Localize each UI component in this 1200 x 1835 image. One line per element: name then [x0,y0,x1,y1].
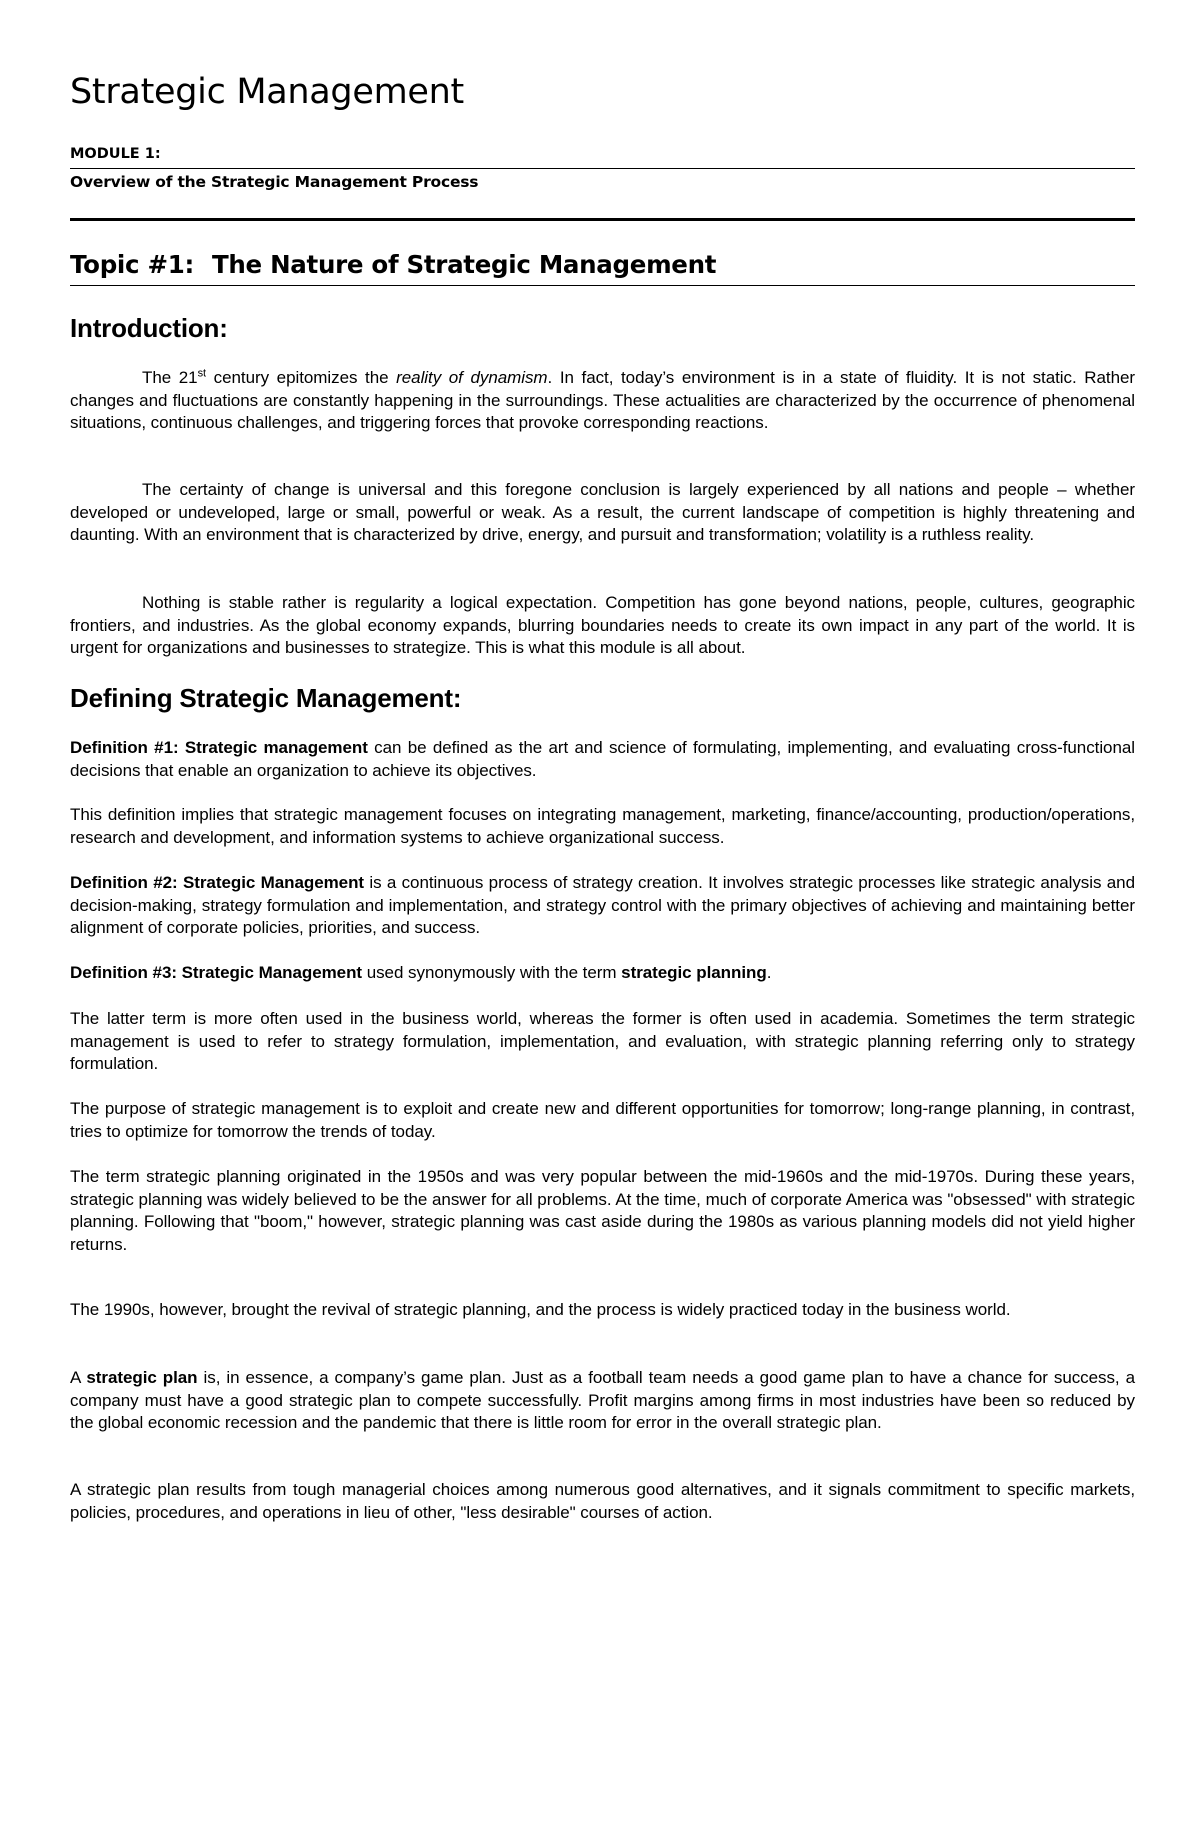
definition-2-label: Definition #2: Strategic Management [70,873,365,892]
definition-1-implication: This definition implies that strategic management focuses on integrating management, marketing, finance/accounting, production/operations, research and development, and information systems to achieve organizational success. [70,805,1135,847]
definition-3-end: . [766,963,772,982]
paragraph-1990s: The 1990s, however, brought the revival of strategic planning, and the process is widely practiced today in the business world. [70,1300,1011,1319]
defining-heading: Defining Strategic Management: [70,683,462,713]
superscript-st: st [197,367,207,380]
intro-p1-end: . In fact, today’s environment is in a state of fluidity. It is not static. Rather changes and fluctuations are constantly happening in the surroundings. These actualities are characterized by the occurrence of phenomenal situations, continuous challenges, and triggering forces that provoke corresponding reactions. [70,368,1135,433]
strategic-plan-text: is, in essence, a company’s game plan. Just as a football team needs a good game plan to have a chance for success, a company must have a good strategic plan to compete successfully. Profit margins among firms in most industries have been so reduced by the global economic recession and the pandemic that there is little room for error in the overall strategic plan. [70,1368,1136,1433]
paragraph-latter-term: The latter term is more often used in the business world, whereas the former is often used in academia. Sometimes the term strategic management is used to refer to strategy formulation, implementation, and evaluation, with strategic planning referring only to strategy formulation. [70,1009,1135,1074]
module-label: MODULE 1: [70,146,161,162]
paragraph-history: The term strategic planning originated in the 1950s and was very popular between the mid-1960s and the mid-1970s. During these years, strategic planning was widely believed to be the answer for all problems. At the time, much of corporate America was "obsessed" with strategic planning. Following that "boom," however, strategic planning was cast aside during the 1980s as various planning models did not yield higher returns. [70,1167,1135,1254]
intro-paragraph-3: Nothing is stable rather is regularity a logical expectation. Competition has gone beyond nations, people, cultures, geographic frontiers, and industries. As the global economy expands, blurring boundaries needs to create its own impact in any part of the world. It is urgent for organizations and businesses to strategize. This is what this module is all about. [70,593,1135,658]
topic-title: The Nature of Strategic Management [212,250,717,279]
module-subtitle: Overview of the Strategic Management Process [70,173,479,191]
paragraph-purpose: The purpose of strategic management is to exploit and create new and different opportunities for tomorrow; long-range planning, in contrast, tries to optimize for tomorrow the trends of today. [70,1099,1135,1141]
definition-1-text: can be defined as the art and science of formulating, implementing, and evaluating cross-functional decisions that enable an organization to achieve its objectives. [70,738,1135,780]
module-divider [70,168,1135,169]
intro-p1-start: The 21 [142,368,198,387]
strategic-plan-start: A [70,1368,87,1387]
definition-3-term: strategic planning [621,963,767,982]
topic-number: Topic #1: [70,250,194,279]
introduction-heading: Introduction: [70,313,228,343]
topic-divider [70,285,1135,286]
intro-paragraph-1 [70,367,1135,435]
definition-3-label: Definition #3: Strategic Management [70,963,363,982]
definition-2-text: is a continuous process of strategy creation. It involves strategic processes like strategic analysis and decision-making, strategy formulation and implementation, and strategy control with the primary objectives of achieving and maintaining better alignment of corporate policies, priorities, and success. [70,873,1135,938]
definition-2 [70,872,1135,940]
topic-heading [70,250,1135,279]
paragraph-choices: A strategic plan results from tough managerial choices among numerous good alternatives, and it signals commitment to specific markets, policies, procedures, and operations in lieu of other, "less desirable" courses of action. [70,1480,1135,1522]
paragraph-strategic-plan [70,1367,1135,1435]
intro-p1-italic: reality of dynamism [396,368,548,387]
definition-3 [70,962,1135,985]
header-divider [70,218,1135,221]
definition-1-label: Definition #1: Strategic management [70,738,368,757]
intro-p1-mid: century epitomizes the [206,368,397,387]
document-title: Strategic Management [70,72,464,112]
definition-3-text: used synonymously with the term [362,963,622,982]
definition-1 [70,737,1135,782]
intro-paragraph-2: The certainty of change is universal and this foregone conclusion is largely experienced by all nations and people – whether developed or undeveloped, large or small, powerful or weak. As a result, the current landscape of competition is highly threatening and daunting. With an environment that is characterized by drive, energy, and pursuit and transformation; volatility is a ruthless reality. [70,480,1135,545]
strategic-plan-term: strategic plan [86,1368,198,1387]
